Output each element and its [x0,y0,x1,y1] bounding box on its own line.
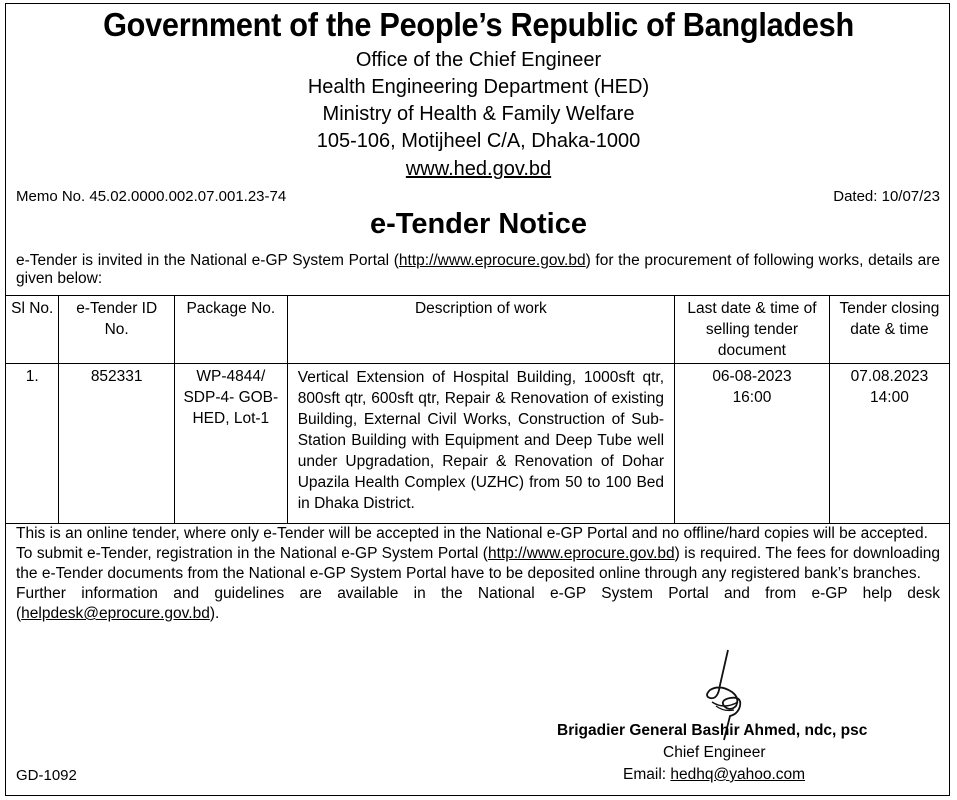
header-sl: Sl No. [6,296,59,364]
memo-number: Memo No. 45.02.0000.002.07.001.23-74 [16,188,287,205]
department-line: Health Engineering Department (HED) [307,76,650,98]
eprocure-link-2[interactable]: http://www.eprocure.gov.bd [487,545,675,562]
closing-date-value: 07.08.2023 [850,368,929,385]
table-header-row [6,296,950,364]
intro-paragraph: e-Tender is invited in the National e-GP System Portal (http://www.eprocure.gov.bd) for the procurement of following works, details are given below: [16,252,940,287]
government-title: Government of the People’s Republic of Bangladesh [103,6,854,43]
office-line: Office of the Chief Engineer [355,49,602,71]
cell-tender-id: 852331 [59,364,174,524]
notice-title: e-Tender Notice [369,208,587,240]
eprocure-link[interactable]: http://www.eprocure.gov.bd [398,252,586,269]
header-last-date: Last date & time of selling tender document [675,296,830,364]
last-time-value: 16:00 [732,389,772,406]
closing-time-value: 14:00 [870,389,909,406]
signatory-email-line: Email: hedhq@yahoo.com [623,766,806,783]
header-description: Description of work [287,296,674,364]
address-line: 105-106, Motijheel C/A, Dhaka-1000 [316,130,641,152]
cell-package: WP-4844/ SDP-4- GOB-HED, Lot-1 [174,364,287,524]
table-row [6,364,950,524]
cell-last-date [675,364,830,524]
terms-paragraph-2: To submit e-Tender, registration in the National e-GP System Portal (http://www.eprocure.gov.bd) is required. The fees for downloading the e-Tender documents from the National e-GP System Portal have to be deposited online through any registered bank’s branches. [16,545,941,582]
header-closing: Tender closing date & time [829,296,949,364]
signatory-designation: Chief Engineer [663,744,766,761]
gd-code: GD-1092 [16,767,77,784]
header-package: Package No. [174,296,287,364]
signatory-name: Brigadier General Bashir Ahmed, ndc, psc [557,722,868,739]
ministry-line: Ministry of Health & Family Welfare [322,103,635,125]
cell-closing [829,364,949,524]
tender-table [5,295,950,524]
header-tender-id: e-Tender ID No. [59,296,174,364]
memo-date: Dated: 10/07/23 [833,188,940,205]
last-date-value: 06-08-2023 [712,368,792,385]
terms-paragraph-1: This is an online tender, where only e-Tender will be accepted in the National e-GP Portal and no offline/hard copies will be accepted. [16,525,928,542]
cell-description: Vertical Extension of Hospital Building, 1000sft qtr, 800sft qtr, 600sft qtr, Repair & Renovation of existing Building, External Civil Works, Construction of Sub-Station Building with Equipment and Deep Tube well under Upgradation, Repair & Renovation of Dohar Upazila Health Complex (UZHC) from 50 to 100 Bed in Dhaka District. [287,364,674,524]
terms-section [16,524,940,624]
helpdesk-email-link[interactable]: helpdesk@eprocure.gov.bd [21,605,210,622]
website-link[interactable]: www.hed.gov.bd [405,158,552,180]
cell-sl: 1. [6,364,59,524]
terms-paragraph-3: Further information and guidelines are available in the National e-GP System Portal and from e-GP help desk (helpdesk@eprocure.gov.bd). [16,585,940,622]
signatory-email-link[interactable]: hedhq@yahoo.com [670,766,806,783]
